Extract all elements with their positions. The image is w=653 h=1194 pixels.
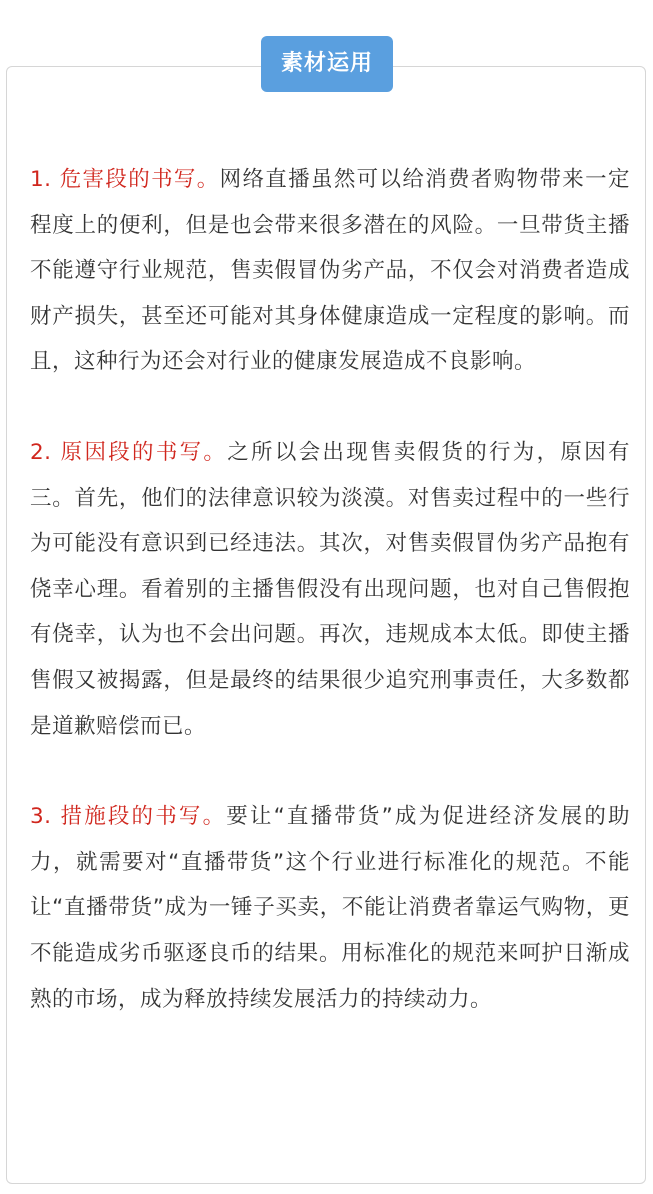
- paragraph-measures: [30, 794, 630, 1022]
- paragraph-heading: 1. 危害段的书写。: [30, 167, 220, 192]
- paragraph-body: 网络直播虽然可以给消费者购物带来一定程度上的便利，但是也会带来很多潜在的风险。一旦带货主播不能遵守行业规范，售卖假冒伪劣产品，不仅会对消费者造成财产损失，甚至还可能对其身体健康造成一定程度的影响。而且，这种行为还会对行业的健康发展造成不良影响。: [30, 167, 630, 375]
- paragraph-body: 要让“直播带货”成为促进经济发展的助力，就需要对“直播带货”这个行业进行标准化的规范。不能让“直播带货”成为一锤子买卖，不能让消费者靠运气购物，更不能造成劣币驱逐良币的结果。用标准化的规范来呵护日渐成熟的市场，成为释放持续发展活力的持续动力。: [30, 804, 630, 1012]
- paragraph-heading: 2. 原因段的书写。: [30, 439, 228, 465]
- section-badge: 素材运用: [261, 36, 393, 92]
- paragraph-cause: [30, 430, 630, 749]
- paragraph-heading: 3. 措施段的书写。: [30, 804, 227, 830]
- paragraph-body: 之所以会出现售卖假货的行为，原因有三。首先，他们的法律意识较为淡漠。对售卖过程中的一些行为可能没有意识到已经违法。其次，对售卖假冒伪劣产品抱有侥幸心理。看着别的主播售假没有出现问题，也对自己售假抱有侥幸，认为也不会出问题。再次，违规成本太低。即使主播售假又被揭露，但是最终的结果很少追究刑事责任，大多数都是道歉赔偿而已。: [30, 439, 630, 739]
- paragraph-harm: [30, 157, 630, 385]
- article-content: [30, 157, 630, 1022]
